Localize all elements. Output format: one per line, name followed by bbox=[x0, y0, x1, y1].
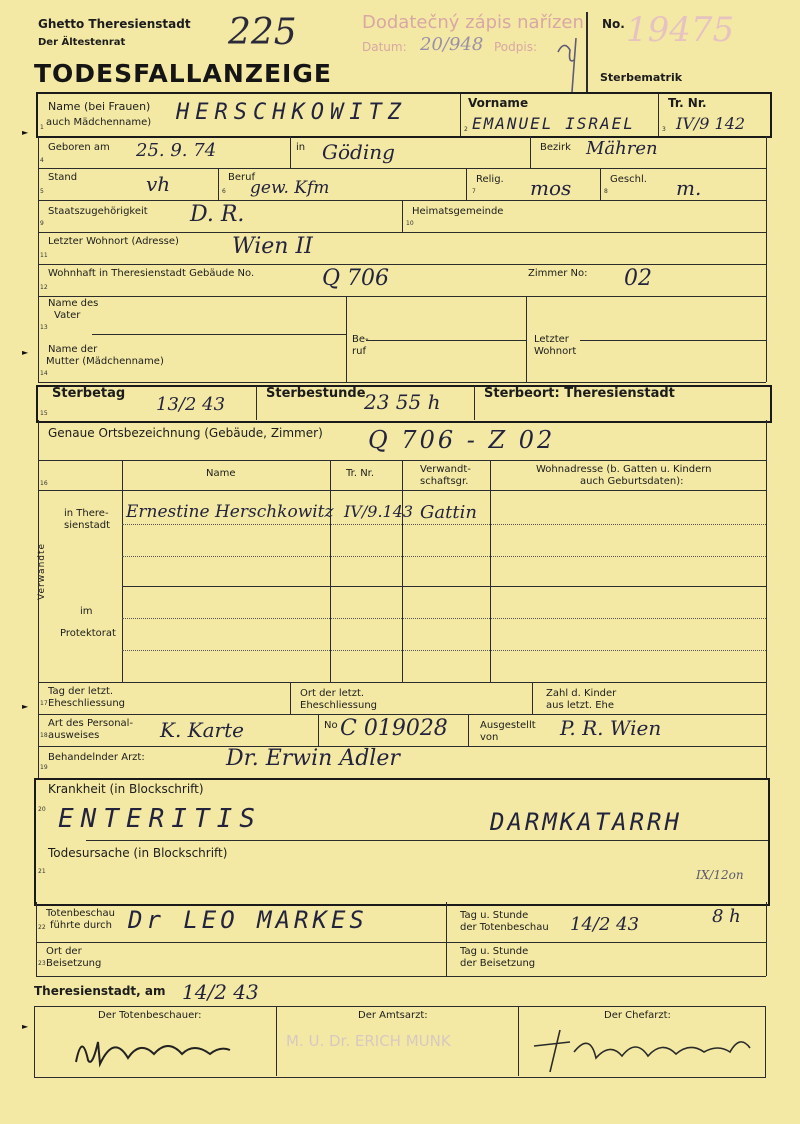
place-date-label: Theresienstadt, am bbox=[34, 984, 166, 998]
stamp-signature bbox=[550, 34, 590, 94]
arzt-label: Behandelnder Arzt: bbox=[48, 752, 145, 763]
heimat-label: Heimatsgemeinde bbox=[412, 206, 504, 217]
relig-value: mos bbox=[530, 176, 572, 200]
chefarzt-signature bbox=[530, 1022, 760, 1076]
divider bbox=[600, 168, 601, 200]
col-wohn-label: Wohnadresse (b. Gatten u. Kindern bbox=[536, 464, 712, 475]
ausweis-no-value: C 019028 bbox=[340, 716, 448, 741]
row-number: 22 bbox=[38, 924, 46, 931]
divider bbox=[468, 714, 469, 746]
row-number: 4 bbox=[40, 157, 44, 164]
org-subname: Der Ältestenrat bbox=[38, 37, 126, 48]
todesursache-label: Todesursache (in Blockschrift) bbox=[48, 846, 228, 860]
row-number: 18 bbox=[40, 732, 48, 739]
wohnort-label: Letzter Wohnort (Adresse) bbox=[48, 236, 179, 247]
divider bbox=[490, 460, 491, 682]
margin-arrow-icon: ► bbox=[22, 1022, 29, 1031]
totenbeschau-tag-label-2: der Totenbeschau bbox=[460, 922, 549, 933]
eltern-beruf-label-2: ruf bbox=[352, 346, 366, 357]
verwandte-side-label: Verwandte bbox=[37, 542, 47, 600]
rule bbox=[38, 296, 766, 297]
ausgestellt-label-2: von bbox=[480, 732, 499, 743]
stand-value: vh bbox=[146, 172, 171, 196]
mutter-label: Name der bbox=[48, 344, 98, 355]
ausgestellt-value: P. R. Wien bbox=[560, 716, 662, 740]
ehe-tag-label: Tag der letzt. bbox=[48, 686, 114, 697]
sterbeort-label: Sterbeort: Theresienstadt bbox=[484, 386, 675, 401]
row-number: 23 bbox=[38, 960, 46, 967]
illness-box bbox=[34, 778, 770, 906]
dotted-rule bbox=[122, 618, 766, 619]
divider bbox=[526, 296, 527, 382]
stamped-number: 19475 bbox=[626, 10, 735, 50]
kinder-label: Zahl d. Kinder bbox=[546, 688, 617, 699]
staat-value: D. R. bbox=[190, 202, 245, 227]
divider bbox=[256, 386, 257, 420]
rule bbox=[38, 746, 766, 747]
trnr-value: IV/9 142 bbox=[676, 114, 746, 133]
divider bbox=[466, 168, 467, 200]
row-number: 19 bbox=[40, 764, 48, 771]
col-verwandt-label-2: schaftsgr. bbox=[420, 476, 469, 487]
row-number: 2 bbox=[464, 126, 468, 133]
ehe-ort-label-2: Eheschliessung bbox=[300, 700, 378, 711]
divider bbox=[318, 714, 319, 746]
relative-name-value: Ernestine Herschkowitz bbox=[126, 502, 334, 522]
totenbeschau-label-2: führte durch bbox=[50, 920, 112, 931]
sterbestunde-label: Sterbestunde bbox=[266, 386, 366, 401]
amtsarzt-stamp: M. U. Dr. ERICH MUNK bbox=[286, 1032, 451, 1050]
ortsbezeichnung-value: Q 706 - Z 02 bbox=[368, 426, 556, 454]
ausgestellt-label: Ausgestellt bbox=[480, 720, 536, 731]
row-number: 9 bbox=[40, 220, 44, 227]
stamp-datum-value: 20/948 bbox=[420, 34, 484, 55]
divider bbox=[290, 682, 291, 714]
eltern-beruf-label: Be- bbox=[352, 334, 369, 345]
relative-trnr-value: IV/9.143 bbox=[344, 502, 414, 521]
arzt-value: Dr. Erwin Adler bbox=[226, 746, 400, 771]
totenbeschauer-label: Der Totenbeschauer: bbox=[98, 1010, 202, 1021]
col-trnr-label: Tr. Nr. bbox=[346, 468, 375, 479]
row-number: 5 bbox=[40, 188, 44, 195]
krankheit-label: Krankheit (in Blockschrift) bbox=[48, 782, 204, 796]
stamp-line: Dodatečný zápis nařízen bbox=[362, 12, 584, 33]
divider bbox=[122, 460, 123, 682]
number-label: No. bbox=[602, 17, 625, 31]
col-name-label: Name bbox=[206, 468, 236, 479]
rule bbox=[38, 168, 766, 169]
row-number: 7 bbox=[472, 188, 476, 195]
margin-arrow-icon: ► bbox=[22, 702, 29, 711]
krankheit-value-2: DARMKATARRH bbox=[490, 808, 682, 836]
sterbetag-value: 13/2 43 bbox=[156, 394, 226, 415]
stamp-datum-label: Datum: bbox=[362, 40, 407, 54]
margin-arrow-icon: ► bbox=[22, 348, 29, 357]
margin-note: IX/12on bbox=[696, 868, 744, 882]
totenbeschau-hour-value: 8 h bbox=[712, 906, 741, 927]
ausweis-art-label-2: ausweises bbox=[48, 730, 100, 741]
wohnhaft-label: Wohnhaft in Theresienstadt Gebäude No. bbox=[48, 268, 255, 279]
divider bbox=[290, 136, 291, 168]
beruf-label: Beruf bbox=[228, 172, 255, 183]
geschl-value: m. bbox=[676, 176, 702, 200]
totenbeschau-tag-value: 14/2 43 bbox=[570, 914, 640, 935]
rule bbox=[36, 976, 766, 977]
row-number: 20 bbox=[38, 806, 46, 813]
rule bbox=[580, 340, 766, 341]
vater-label: Name des bbox=[48, 298, 99, 309]
rule bbox=[92, 334, 346, 335]
dotted-rule bbox=[122, 524, 766, 525]
sterbetag-label: Sterbetag bbox=[52, 386, 126, 401]
row-number: 12 bbox=[40, 284, 48, 291]
dotted-rule bbox=[122, 556, 766, 557]
ausweis-no-label: No bbox=[324, 720, 338, 731]
mutter-label-2: Mutter (Mädchenname) bbox=[46, 356, 164, 367]
divider bbox=[474, 386, 475, 420]
place-date-value: 14/2 43 bbox=[182, 980, 259, 1004]
beisetzung-tag-label: Tag u. Stunde bbox=[460, 946, 529, 957]
margin-arrow-icon: ► bbox=[22, 128, 29, 137]
geboren-label: Geboren am bbox=[48, 142, 110, 153]
divider bbox=[658, 94, 659, 136]
frame-right bbox=[766, 420, 767, 460]
divider bbox=[276, 1006, 277, 1076]
chefarzt-label: Der Chefarzt: bbox=[604, 1010, 671, 1021]
row-number: 6 bbox=[222, 188, 226, 195]
frame-right bbox=[766, 136, 767, 382]
building-value: Q 706 bbox=[322, 266, 390, 291]
divider bbox=[218, 168, 219, 200]
eltern-wohnort-label: Letzter bbox=[534, 334, 569, 345]
row-number: 21 bbox=[38, 868, 46, 875]
row-number: 3 bbox=[662, 126, 666, 133]
rule bbox=[38, 682, 766, 683]
divider bbox=[518, 1006, 519, 1076]
name-label-2: auch Mädchenname) bbox=[46, 117, 152, 128]
rule bbox=[86, 840, 768, 841]
ausweis-art-label: Art des Personal- bbox=[48, 718, 134, 729]
rule bbox=[366, 340, 526, 341]
name-label: Name (bei Frauen) bbox=[48, 100, 151, 113]
protektorat-label: Protektorat bbox=[60, 628, 116, 639]
row-number: 15 bbox=[40, 410, 48, 417]
handwritten-record-number: 225 bbox=[228, 12, 297, 53]
beisetzung-ort-label: Ort der bbox=[46, 946, 82, 957]
sterbestunde-value: 23 55 h bbox=[364, 390, 441, 414]
row-number: 13 bbox=[40, 324, 48, 331]
row-number: 17 bbox=[40, 700, 48, 707]
rule bbox=[38, 714, 766, 715]
divider bbox=[532, 682, 533, 714]
totenbeschau-tag-label: Tag u. Stunde bbox=[460, 910, 529, 921]
divider bbox=[530, 136, 531, 168]
bezirk-label: Bezirk bbox=[540, 142, 571, 153]
krankheit-value-1: ENTERITIS bbox=[58, 804, 262, 834]
row-number: 8 bbox=[604, 188, 608, 195]
divider bbox=[330, 460, 331, 682]
surname-value: HERSCHKOWITZ bbox=[176, 100, 407, 125]
totenbeschau-value: Dr LEO MARKES bbox=[128, 906, 368, 934]
divider bbox=[446, 902, 447, 976]
frame-left bbox=[38, 136, 39, 382]
eltern-wohnort-label-2: Wohnort bbox=[534, 346, 577, 357]
stand-label: Stand bbox=[48, 172, 78, 183]
beisetzung-ort-label-2: Beisetzung bbox=[46, 958, 102, 969]
birthplace-label: in bbox=[296, 142, 306, 153]
vorname-value: EMANUEL ISRAEL bbox=[472, 114, 635, 133]
relative-relation-value: Gattin bbox=[420, 502, 477, 523]
ehe-tag-label-2: Eheschliessung bbox=[48, 698, 126, 709]
zimmer-value: 02 bbox=[624, 266, 652, 291]
in-theresienstadt-label: in There- bbox=[64, 508, 109, 519]
relig-label: Relig. bbox=[476, 174, 504, 185]
zimmer-label: Zimmer No: bbox=[528, 268, 588, 279]
kinder-label-2: aus letzt. Ehe bbox=[546, 700, 615, 711]
ausweis-art-value: K. Karte bbox=[160, 718, 244, 742]
row-number: 1 bbox=[40, 124, 44, 131]
amtsarzt-label: Der Amtsarzt: bbox=[358, 1010, 428, 1021]
bezirk-value: Mähren bbox=[586, 138, 658, 159]
form-title: TODESFALLANZEIGE bbox=[34, 59, 332, 88]
vorname-label: Vorname bbox=[468, 96, 529, 110]
row-number: 10 bbox=[406, 220, 414, 227]
frame-left bbox=[38, 420, 39, 460]
divider bbox=[346, 296, 347, 382]
beisetzung-tag-label-2: der Beisetzung bbox=[460, 958, 536, 969]
org-name: Ghetto Theresienstadt bbox=[38, 17, 191, 31]
divider bbox=[402, 460, 403, 682]
rule bbox=[36, 942, 766, 943]
col-verwandt-label: Verwandt- bbox=[420, 464, 471, 475]
wohnort-value: Wien II bbox=[232, 234, 313, 259]
birth-date-value: 25. 9. 74 bbox=[136, 140, 217, 161]
stamp-podpis-label: Podpis: bbox=[494, 40, 538, 54]
frame-right bbox=[766, 902, 767, 976]
trnr-label: Tr. Nr. bbox=[668, 96, 707, 110]
header-divider bbox=[586, 12, 588, 92]
divider bbox=[460, 94, 461, 136]
sterbematrik-label: Sterbematrik bbox=[600, 71, 683, 84]
rule bbox=[122, 586, 766, 587]
beruf-value: gew. Kfm bbox=[250, 178, 330, 198]
frame-right bbox=[766, 682, 767, 778]
row-number: 16 bbox=[40, 480, 48, 487]
totenbeschauer-signature bbox=[70, 1024, 240, 1072]
geschl-label: Geschl. bbox=[610, 174, 647, 185]
birthplace-value: Göding bbox=[322, 140, 395, 164]
in-theresienstadt-label-2: sienstadt bbox=[64, 520, 111, 531]
row-number: 11 bbox=[40, 252, 48, 259]
frame-left bbox=[38, 682, 39, 778]
staat-label: Staatszugehörigkeit bbox=[48, 206, 148, 217]
frame-right bbox=[766, 460, 767, 682]
totenbeschau-label: Totenbeschau bbox=[46, 908, 115, 919]
rule bbox=[38, 232, 766, 233]
dotted-rule bbox=[122, 650, 766, 651]
ortsbezeichnung-label: Genaue Ortsbezeichnung (Gebäude, Zimmer) bbox=[48, 426, 323, 440]
frame-left bbox=[36, 902, 37, 976]
vater-label-2: Vater bbox=[54, 310, 81, 321]
ehe-ort-label: Ort der letzt. bbox=[300, 688, 365, 699]
rule bbox=[38, 382, 766, 383]
col-wohn-label-2: auch Geburtsdaten): bbox=[580, 476, 684, 487]
row-number: 14 bbox=[40, 370, 48, 377]
divider bbox=[402, 200, 403, 232]
im-label: im bbox=[80, 606, 93, 617]
rule bbox=[38, 264, 766, 265]
